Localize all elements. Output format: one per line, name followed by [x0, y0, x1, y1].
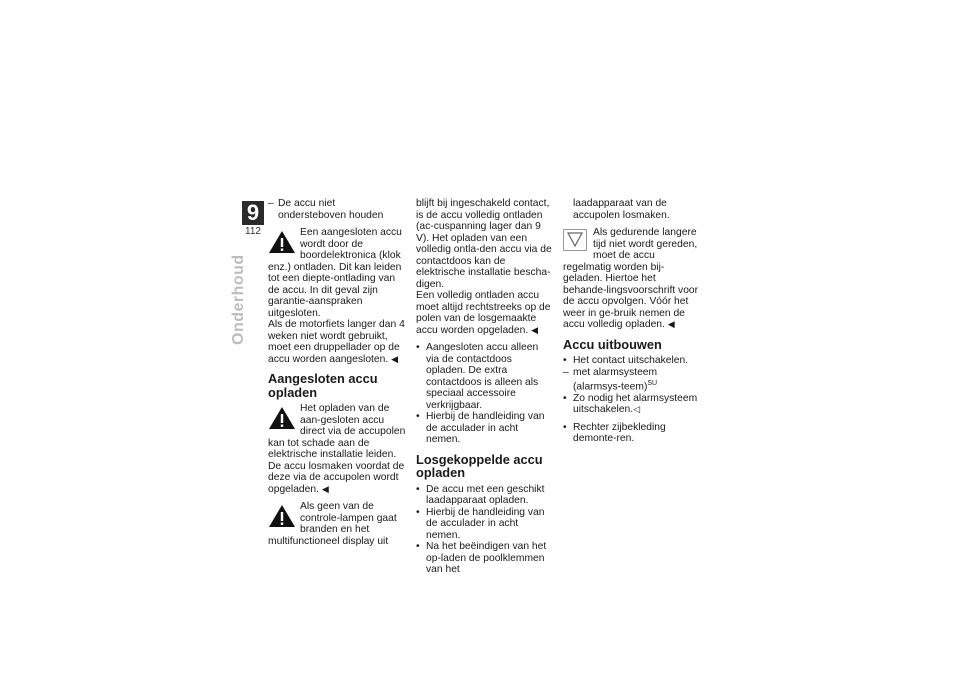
superscript: SU	[647, 380, 658, 387]
list-item	[416, 541, 554, 576]
bullet-marker: •	[563, 392, 567, 404]
text: De accu losmaken voordat de deze via de accupolen wordt opgeladen.	[268, 460, 405, 495]
warning-text-continued	[268, 319, 406, 365]
end-marker-icon: ◀	[667, 319, 675, 329]
list-item	[416, 507, 554, 542]
bullet-marker: •	[416, 342, 420, 353]
text: Een volledig ontladen accu moet altijd rechtstreeks op de polen van de losgemaakte accu worden opgeladen.	[416, 290, 551, 336]
warning-icon	[268, 230, 296, 254]
section-heading: Losgekoppelde accu opladen	[416, 451, 543, 480]
warning-icon	[268, 406, 296, 430]
item-text: De accu niet ondersteboven houden	[278, 198, 384, 221]
item-text: Hierbij de handleiding van de acculader in acht nemen.	[426, 411, 545, 445]
warning-block	[268, 501, 406, 547]
list-item	[416, 484, 554, 507]
list-item	[563, 355, 701, 367]
chapter-title: Onderhoud	[230, 254, 247, 345]
paragraph: blijft bij ingeschakeld contact, is de accu volledig ontladen (ac-cuspanning lager dan 9 V). Het opladen van een volledig ontla-den accu via de contactdoos kan de elektrische installatie bescha-digen.	[416, 198, 552, 290]
list-item	[563, 393, 701, 416]
page-number: 112	[245, 226, 261, 237]
column-3	[563, 198, 701, 445]
item-text: Aangesloten accu alleen via de contactdoos opladen. De extra contactdoos is alleen als speciaal accessoire verkrijgbaar.	[426, 342, 539, 411]
end-marker-icon: ◀	[531, 324, 539, 335]
bullet-marker: •	[563, 355, 567, 366]
warning-text-continued	[268, 461, 406, 496]
column-1	[268, 198, 406, 547]
bullet-marker: •	[416, 541, 420, 552]
paragraph	[416, 290, 554, 336]
list-item	[416, 342, 554, 411]
item-text: Na het beëindigen van het op-laden de poolklemmen van het	[426, 541, 547, 575]
warning-text: Een aangesloten accu wordt door de boordelektronica (klok enz.) ontladen. Dit kan leiden tot een diepte-ontlading van de accu. In dit geval zijn garantie-aanspraken uitgesloten.	[268, 227, 402, 319]
warning-text: Het opladen van de aan-gesloten accu direct via de accupolen kan tot schade aan de elektrische installatie leiden.	[268, 403, 406, 460]
bullet-marker: •	[416, 483, 420, 495]
section-heading: Accu uitbouwen	[563, 336, 662, 352]
bullet-marker: •	[416, 411, 420, 422]
note-block	[563, 227, 701, 331]
dash-marker: –	[563, 366, 569, 378]
list-item	[268, 198, 406, 221]
item-text: Zo nodig het alarmsysteem uitschakelen.	[573, 392, 698, 416]
warning-icon	[268, 504, 296, 528]
column-2	[416, 198, 554, 576]
item-text: Rechter zijbekleding demonte-ren.	[573, 421, 666, 445]
continued-text: laadapparaat van de accupolen losmaken.	[573, 198, 670, 221]
warning-text: Als geen van de controle-lampen gaat branden en het multifunctioneel display uit	[268, 501, 397, 547]
end-marker-open-icon: ◁	[633, 404, 641, 415]
item-text: met alarmsysteem (alarmsys-teem)	[573, 366, 658, 393]
end-marker-icon: ◀	[321, 483, 329, 494]
bullet-marker: •	[563, 421, 567, 433]
text: Als de motorfiets langer dan 4 weken niet wordt gebruikt, moet een druppellader op de accu worden aangesloten.	[268, 319, 405, 365]
section-heading: Aangesloten accu opladen	[268, 371, 378, 400]
dash-marker: –	[268, 198, 274, 209]
end-marker-icon: ◀	[391, 353, 399, 364]
bullet-marker: •	[416, 506, 420, 518]
chapter-number: 9	[242, 201, 264, 225]
note-icon	[563, 229, 587, 251]
note-text: Als gedurende langere tijd niet wordt gereden, moet de accu regelmatig worden bij-geladen. Hiertoe het behande-lingsvoorschrift voor de accu opvolgen. Vóór het weer in ge-bruik nemen de accu volledig opladen.	[563, 227, 699, 330]
item-text: Het contact uitschakelen.	[573, 355, 689, 366]
warning-block	[268, 227, 406, 319]
item-text: Hierbij de handleiding van de acculader in acht nemen.	[426, 506, 545, 541]
list-item	[416, 411, 554, 446]
warning-block	[268, 403, 406, 461]
list-item	[563, 367, 701, 393]
list-item	[563, 422, 701, 445]
item-text: De accu met een geschikt laadapparaat opladen.	[426, 483, 545, 506]
